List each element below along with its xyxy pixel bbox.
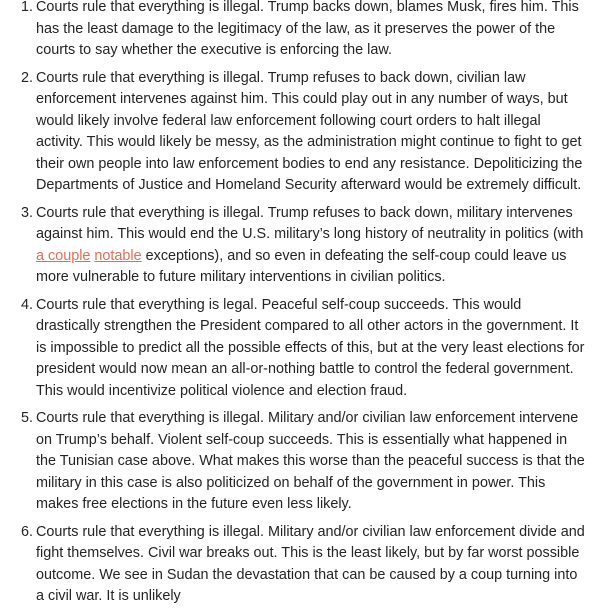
list-number: 4. bbox=[21, 296, 34, 313]
list-item bbox=[21, 203, 606, 289]
list-item-text: Courts rule that everything is illegal. Trump backs down, blames Musk, fires him. This has the least damage to the legitimacy of the law, as it preserves the power of the courts to say whether the executive is enforcing the law. bbox=[36, 0, 579, 58]
list-item-text: Courts rule that everything is illegal. Trump refuses to back down, military intervenes against him. This would end the U.S. military’s long history of neutrality in politics (with bbox=[36, 204, 584, 242]
list-item bbox=[21, 68, 606, 197]
list-item-text: Courts rule that everything is illegal. Trump refuses to back down, civilian law enforcement intervenes against him. This could play out in any number of ways, but would likely involve federal law enforcement following court orders to halt illegal activity. This would likely be messy, as the administration might continue to fight to get their own people into law enforcement bodies to end any resistance. Depoliticizing the Departments of Justice and Homeland Security afterward would be extremely difficult. bbox=[36, 69, 583, 193]
list-item bbox=[21, 408, 606, 516]
list-number: 3. bbox=[21, 204, 34, 221]
list-item bbox=[21, 522, 606, 608]
list-number: 6. bbox=[21, 523, 34, 540]
list-item-text: Courts rule that everything is illegal. Military and/or civilian law enforcement divide and fight themselves. Civil war breaks out. This is the least likely, but by far worst possible outcome. We see in Sudan the devastation that can be caused by a coup turning into a civil war. It is unlikely bbox=[36, 523, 585, 604]
list-item-text: Courts rule that everything is legal. Peaceful self-coup succeeds. This would drastically strengthen the President compared to all other actors in the government. It is impossible to predict all the possible effects of this, but at the very least elections for president would now mean an all-or-nothing battle to control the federal government. This would incentivize political violence and election fraud. bbox=[36, 296, 585, 399]
list-item-text: Courts rule that everything is illegal. Military and/or civilian law enforcement intervene on Trump’s behalf. Violent self-coup succeeds. This is essentially what happened in the Tunisian case above. What makes this worse than the peaceful success is that the military in this case is also politicized on behalf of the government in power. This makes free elections in the future even less likely. bbox=[36, 410, 585, 512]
list-number: 5. bbox=[21, 410, 34, 426]
list-number: 1. bbox=[21, 0, 34, 15]
list-item bbox=[21, 295, 606, 403]
list-item-text-continued: exceptions), and so even in defeating the self-coup could leave us more vulnerable to future military interventions in civilian politics. bbox=[36, 247, 567, 285]
list-item bbox=[21, 0, 606, 62]
list-number: 2. bbox=[21, 69, 34, 86]
notable-link[interactable]: notable bbox=[94, 247, 142, 264]
a-couple-link[interactable]: a couple bbox=[36, 247, 91, 264]
